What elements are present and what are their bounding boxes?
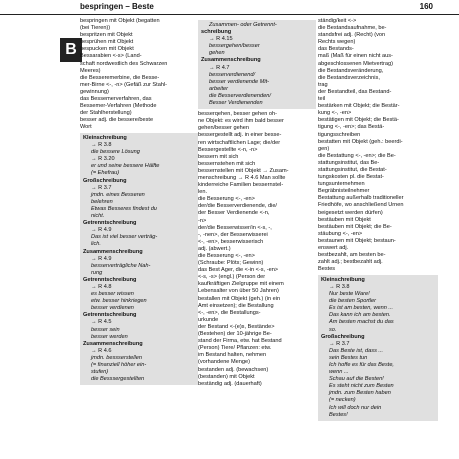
dictionary-line: schaft nordwestlich des Schwarzen [80,60,168,67]
rule-box-line: Es steht nicht zum Besten [329,383,394,390]
dictionary-line: das Bestands- [318,46,354,53]
rule-box-line: nicht. [91,213,105,220]
rule-box-line: Das kann ich am besten. [329,312,391,319]
dictionary-line: gen) [318,145,330,152]
dictionary-line: enswert adj. [318,245,349,251]
page-header [0,0,459,15]
dictionary-line: bespringen mit Objekt (begatten [80,18,160,24]
dictionary-line: bessergestellt adj. in einer besse- [198,132,282,139]
dictionary-line: die Besserung <-, -en> [198,253,255,259]
rule-box-line: → R 3.7 [329,340,350,347]
dictionary-line: bestärken mit Objekt; die Bestär- [318,103,400,110]
rule-box-line: → R 4.15 [209,36,233,43]
rule-box-line: lich. [91,241,101,248]
dictionary-line: (Person) Tiere/ Pflanzen: etw. [198,345,272,352]
rule-box-line: besser verdienende Mit- [209,78,270,85]
dictionary-line: urkunde [198,316,219,323]
rule-box-line: Das Beste ist, dass ... [329,347,384,354]
rule-box-line: besser sein [91,326,120,333]
column-2 [198,18,316,388]
col3-rule-box [318,275,438,421]
dictionary-line: kaufkräftigen Zielgruppe mit einem [198,281,284,288]
rule-box-line: (= Ehefrau) [91,170,120,177]
dictionary-line: <-, -en>, die Bestallungs- [198,309,261,316]
dictionary-line: die Bestandsverzeichnis, [318,74,380,81]
dictionary-line: beständig adj. (dauerhaft) [198,380,262,387]
rule-box-line: bessergehen/besser [209,43,260,50]
dictionary-line: bessernstellen mit Objekt → Zusam- [198,167,289,174]
rule-box-line: → R 3.8 [91,142,112,149]
dictionary-line: (vorhandene Menge) [198,359,250,366]
dictionary-line: stäubung <-, -en> [318,230,363,237]
col1-rule-box [80,133,198,385]
dictionary-line: bestallen mit Objekt (geh.) (in ein [198,295,281,302]
col1-entries [80,18,198,131]
rule-box-line: Schau auf die Besten! [329,376,384,383]
rule-box-line: Großschreibung [321,333,365,340]
dictionary-line: tigung <-, -en>; das Bestä- [318,124,385,131]
dictionary-line: Wort [80,124,92,131]
dictionary-line: len. [198,189,208,196]
rule-box-line: jmdn. zum Besten haben [329,390,391,397]
dictionary-line: (Schraube: Plöts; Gewinn) [198,260,264,267]
rule-box-line: → R 3.8 [329,283,350,290]
rule-box-line: Zusammenschreibung [83,340,143,347]
rule-box-line: Zusammenschreibung [201,57,261,64]
dictionary-line: Meeres) [80,67,101,74]
header-entry-range: bespringen – Beste [80,2,154,11]
dictionary-line: trag [318,81,328,88]
dictionary-line: ren wirtschaftlichen Lage; die/der [198,139,281,146]
dictionary-line: Bessemer-Verfahren (Methode [80,103,157,110]
rule-box-line: → R 4.7 [209,64,230,71]
dictionary-line: Begräbnisteilnehmer [318,188,370,195]
dictionary-line: <-s, -s> (engl.) (Person der [198,274,266,281]
rule-box-line: besserverträgliche Nah- [91,262,151,269]
col2-rule-box [198,20,316,109]
dictionary-line: bestäuben mit Objekt; die Be- [318,223,392,230]
letter-tab: B [60,38,82,62]
rule-box-line: Ich hoffe es für das Beste, [329,362,394,368]
rule-box-line: die Besserverdienenden/ [209,92,271,99]
dictionary-line: bestatten mit Objekt (geh.: beerdi- [318,138,403,145]
dictionary-line: -, -nen>, der Besserwisserei [198,231,268,238]
rule-box-line: stufen) [91,369,109,376]
dictionary-line: bessern mit sich [198,153,239,160]
dictionary-line: der Stahlherstellung) [80,110,132,117]
dictionary-line: Bessergestellte <-n, -n> [198,146,258,153]
dictionary-line: gewinnung) [80,88,109,95]
dictionary-line: bestbezahlt, am besten be- [318,252,386,259]
dictionary-line: Bessarabien <-s> (Land- [80,53,142,60]
rule-box-line: jmdn. bessserstellen [91,354,142,361]
dictionary-line: Bestes [318,266,336,273]
dictionary-line: tigungsschreiben [318,131,361,138]
col3-entries [318,18,438,273]
rule-box-line: gehen [209,50,225,57]
rule-box-line: Getrenntschreibung [83,220,137,227]
rule-box-line: besserverdienend/ [209,71,256,78]
dictionary-line: die Bestandsaufnahme, be- [318,25,387,32]
rule-box-line: Kleinschreibung [83,135,127,141]
dictionary-line: bestaunen mit Objekt; bestaun- [318,237,396,244]
rule-box-line: (= finanziell höher ein- [91,362,147,368]
rule-box-line: etw. besser hinkriegen [91,298,147,305]
rule-box-line: Nur beste Ware! [329,291,370,298]
dictionary-line: ständig/keit <-> [318,18,357,24]
column-3 [318,18,438,423]
rule-box-line: belehren [91,198,113,205]
dictionary-line: (Bestehen) der 10-jährige Be- [198,331,272,338]
dictionary-line: menschreibung → R 4.6 Man sollte [198,174,286,181]
dictionary-line: abgeschlossenen Mietvertrag) [318,60,393,67]
column-1 [80,18,198,387]
rule-box-line: Getrenntschreibung [83,312,137,319]
dictionary-line: (bei Tieren)) [80,25,111,32]
rule-box-line: → R 4.6 [91,347,112,354]
dictionary-line: <-, -en>, besserwisserisch [198,238,264,245]
dictionary-line: die Bestattung <-, -en>; die Be- [318,152,396,159]
dictionary-line: die Besseremerbine, die Besse- [80,74,160,81]
dictionary-line: kinderreiche Familien bessernstel- [198,182,284,189]
rule-box-line: besser verdienen [91,305,134,312]
dictionary-line: stand der Firma, etw. hat Bestand [198,338,282,345]
rule-box-line: Etwas Besseres findest du [91,205,157,212]
dictionary-line: Friedhöfe, wo anschließend Urnen [318,202,404,209]
dictionary-line: bespritzen mit Objekt [80,32,133,39]
dictionary-line: ne Objekt: es wird ihm bald besser [198,118,284,125]
rule-box-line: (= necken) [329,397,356,404]
dictionary-line: beigesetzt werden dürfen) [318,209,383,216]
dictionary-line: bessernstehen mit sich [198,160,256,167]
dictionary-line: bestanden adj. (bewachsen) [198,366,269,373]
rule-box-line: Kleinschreibung [321,276,365,283]
rule-box-line: Am besten machst du das [329,319,394,326]
dictionary-line: stattungsinstitut, das Be- [318,159,380,166]
dictionary-line: bestäuben mit Objekt [318,216,371,223]
rule-box-line: sein Bestes tun [329,354,368,361]
dictionary-line: adj. (abwert.) [198,245,231,252]
dictionary-line: bestätigen mit Objekt; die Bestä- [318,117,399,124]
rule-box-line: → R 4.5 [91,319,112,326]
dictionary-line: zahlt adj.; bestbezahlt adj. [318,259,383,266]
rule-box-line: → R 3.7 [91,184,112,191]
rule-box-line: besser werden [91,333,128,340]
dictionary-line: im Bestand halten, nehmen [198,352,267,359]
rule-box-line: die Besssergestellten [91,376,145,383]
dictionary-line: (bestanden) mit Objekt [198,373,255,380]
dictionary-line: teil [318,96,326,103]
rule-box-line: schreibung [201,29,232,36]
dictionary-line: -n> [198,217,207,224]
dictionary-line: der Besser Verdienende <-n, [198,210,270,217]
dictionary-line: stattungsinstitut, die Bestat- [318,166,387,173]
dictionary-line: Bestattung außerhalb traditioneller [318,195,404,202]
rule-box-line: Getrenntschreibung [83,276,137,283]
rule-box-line: Großschreibung [83,177,127,184]
rule-box-line: Bestes! [329,411,348,418]
rule-box-line: wenn ... [329,369,349,376]
dictionary-line: Amt einsetzen); die Bestallung [198,302,274,309]
rule-box-line: die besten Sportler [329,298,376,305]
rule-box-line: Besser Verdienenden [209,100,263,107]
dictionary-line: tungsunternehmen [318,181,365,188]
dictionary-line: Lebensalter von über 50 Jahren) [198,288,279,295]
dictionary-line: besser adj. die bessere/beste [80,117,154,124]
dictionary-line: maß (Maß für einen nicht aus- [318,53,393,60]
page-number: 160 [419,2,433,11]
dictionary-line: die Besserung <-, -en> [198,196,255,203]
col2-entries [198,111,316,387]
dictionary-line: standsfrei adj. (Recht) (von [318,32,386,39]
dictionary-line: der Bestand <-(e)s, Bestände> [198,323,275,330]
dictionary-line: mer-Birne <-, -n> (Gefäß zur Stahl- [80,81,168,88]
rule-box-line: → R 4.9 [91,255,112,262]
dictionary-line: das Best Ager, die <-in <-s, -en> [198,267,279,274]
rule-box-line: es besser wissen [91,291,134,298]
dictionary-line: besprühen mit Objekt [80,39,134,46]
dictionary-line: kung <-, -en> [318,110,352,117]
rule-box-line: → R 4.9 [91,227,112,234]
rule-box-line: Das ist viel besser verträg- [91,234,158,241]
rule-box-line: jmdn. eines Besseren [91,191,145,198]
rule-box-line: → R 3.20 [91,156,115,163]
rule-box-line: so. [329,326,337,333]
rule-box-line: arbeiter [209,85,228,92]
rule-box-line: rung [91,269,103,276]
dictionary-line: die Bestandsveränderung, [318,67,384,74]
dictionary-line: der Bestandteil, das Bestand- [318,88,392,95]
rule-box-line: die bessere Lösung [91,149,140,156]
dictionary-line: der/die Besserverdienende, die/ [198,203,277,210]
rule-box-line: Zusammenschreibung [83,248,143,255]
dictionary-line: Rechts wegen) [318,39,356,46]
dictionary-line: gehen/besser gehen [198,125,250,132]
dictionary-line: der/die Besserwisser/in <-s, -, [198,224,272,231]
rule-box-line: er und seine bessere Hälfte [91,163,160,170]
rule-box-line: Es ist am besten, wenn ... [329,305,394,312]
dictionary-line: bespucken mit Objekt [80,46,134,53]
dictionary-line: besserqehen, besser gehen oh- [198,111,277,118]
dictionary-line: das Bessemerverfahren, das [80,96,152,103]
dictionary-line: tungskosten pl. die Bestat- [318,174,384,181]
rule-box-line: Zusammen- oder Getrennt- [209,22,277,28]
rule-box-line: → R 4.8 [91,283,112,290]
rule-box-line: Ich will doch nur dein [329,404,382,411]
